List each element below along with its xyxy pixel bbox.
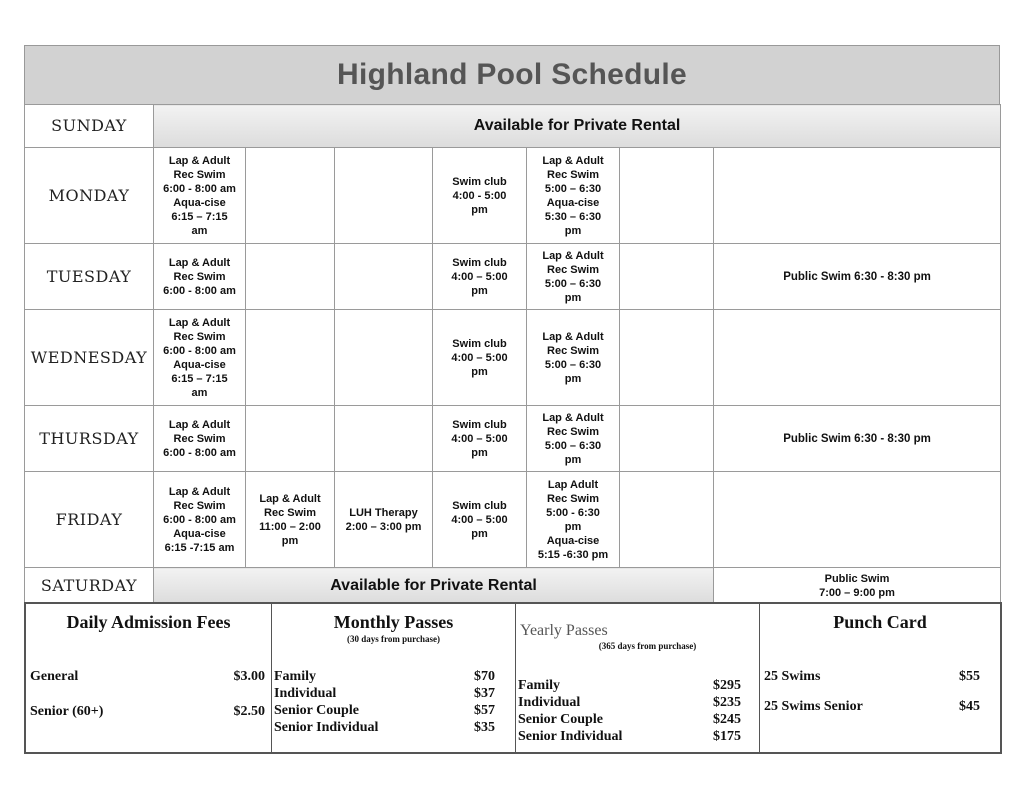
schedule-line: 6:00 - 8:00 am [163, 446, 236, 459]
schedule-line: Swim club [452, 256, 507, 269]
schedule-line: Rec Swim [173, 499, 226, 512]
empty-cell [246, 406, 335, 472]
schedule-line: Lap & Adult [168, 485, 231, 498]
row-friday [25, 472, 1001, 568]
schedule-table [24, 104, 1001, 604]
schedule-line: pm [564, 453, 582, 466]
schedule-line: 6:00 - 8:00 am [163, 513, 236, 526]
row-tuesday [25, 244, 1001, 310]
schedule-line: Lap & Adult [168, 154, 231, 167]
empty-cell [620, 244, 714, 310]
price-label: Senior Individual [518, 729, 623, 744]
schedule-line: 4:00 – 5:00 [451, 513, 508, 526]
price-label: Individual [518, 695, 581, 710]
price-row [274, 685, 495, 702]
wednesday-swim-club [433, 310, 527, 406]
friday-lap-swim-evening [527, 472, 620, 568]
price-label: Senior Couple [518, 712, 603, 727]
day-label-monday: MONDAY [25, 148, 154, 244]
price-value: $2.50 [233, 704, 265, 719]
price-label: 25 Swims [764, 669, 821, 684]
day-label-sunday: SUNDAY [25, 105, 154, 148]
empty-cell [714, 472, 1001, 568]
friday-swim-club [433, 472, 527, 568]
price-row [764, 668, 980, 685]
schedule-line: pm [471, 203, 488, 216]
price-label: Individual [274, 686, 337, 701]
section-subtitle: (365 days from purchase) [598, 641, 697, 651]
schedule-line: pm [564, 224, 582, 237]
schedule-line: Lap & Adult [168, 418, 231, 431]
fees-panel [24, 602, 1002, 754]
schedule-line: pm [564, 520, 582, 533]
schedule-line: am [191, 224, 208, 237]
schedule-line: Lap & Adult [542, 330, 604, 343]
day-label-saturday: SATURDAY [25, 568, 154, 604]
tuesday-lap-swim-evening [527, 244, 620, 310]
price-row [518, 728, 741, 745]
section-title: Punch Card [833, 612, 927, 632]
thursday-lap-swim-morning [154, 406, 246, 472]
schedule-line: 6:15 -7:15 am [164, 541, 235, 554]
schedule-line: Lap & Adult [542, 411, 604, 424]
title-bar [24, 45, 1000, 104]
schedule-line: 4:00 - 5:00 [452, 189, 507, 202]
thursday-public-swim: Public Swim 6:30 - 8:30 pm [714, 406, 1001, 472]
schedule-line: Rec Swim [547, 425, 599, 438]
price-label: Senior (60+) [30, 704, 104, 719]
price-row [518, 694, 741, 711]
monthly-passes [272, 604, 516, 752]
schedule-line: Swim club [452, 175, 507, 188]
schedule-line: Lap & Adult [168, 316, 231, 329]
empty-cell [714, 148, 1001, 244]
schedule-line: Lap & Adult [259, 492, 321, 505]
empty-cell [620, 472, 714, 568]
daily-admission-fees [26, 604, 272, 752]
price-value: $45 [959, 699, 980, 714]
schedule-line: Swim club [452, 418, 507, 431]
schedule-line: pm [471, 527, 488, 540]
row-wednesday [25, 310, 1001, 406]
thursday-lap-swim-evening [527, 406, 620, 472]
price-label: 25 Swims Senior [764, 699, 863, 714]
empty-cell [335, 310, 433, 406]
schedule-line: Swim club [452, 337, 507, 350]
empty-cell [335, 406, 433, 472]
schedule-line: Lap & Adult [542, 249, 604, 262]
schedule-line: 6:00 - 8:00 am [163, 182, 236, 195]
schedule-line: Aqua-cise [546, 534, 600, 547]
day-label-tuesday: TUESDAY [25, 244, 154, 310]
monday-lap-swim-evening [527, 148, 620, 244]
schedule-line: Rec Swim [547, 263, 599, 276]
tuesday-lap-swim-morning [154, 244, 246, 310]
price-row [274, 668, 495, 685]
friday-lap-swim-morning [154, 472, 246, 568]
schedule-line: 5:00 – 6:30 [544, 439, 602, 452]
schedule-line: 5:30 – 6:30 [544, 210, 602, 223]
monday-lap-swim-morning [154, 148, 246, 244]
schedule-line: Rec Swim [173, 168, 226, 181]
price-label: Family [274, 669, 316, 684]
price-row [764, 698, 980, 715]
price-label: Family [518, 678, 560, 693]
schedule-line: Aqua-cise [173, 358, 226, 371]
empty-cell [620, 148, 714, 244]
schedule-line: Aqua-cise [173, 196, 226, 209]
empty-cell [620, 406, 714, 472]
price-label: Senior Couple [274, 703, 359, 718]
schedule-line: Lap & Adult [168, 256, 231, 269]
schedule-line: Rec Swim [264, 506, 316, 519]
schedule-line: pm [564, 372, 582, 385]
schedule-line: Rec Swim [173, 270, 226, 283]
friday-luh-therapy [335, 472, 433, 568]
empty-cell [246, 310, 335, 406]
row-sunday [25, 105, 1001, 148]
yearly-passes [516, 604, 760, 752]
schedule-line: Lap & Adult [542, 154, 604, 167]
saturday-public-swim [714, 568, 1001, 604]
schedule-line: 4:00 – 5:00 [451, 270, 508, 283]
price-label: Senior Individual [274, 720, 379, 735]
row-monday [25, 148, 1001, 244]
price-list [518, 677, 741, 745]
schedule-line: pm [471, 365, 488, 378]
price-value: $57 [474, 703, 495, 718]
price-value: $235 [713, 695, 741, 710]
price-row [518, 711, 741, 728]
price-row [30, 668, 265, 685]
wednesday-lap-swim-evening [527, 310, 620, 406]
price-list [30, 668, 265, 720]
empty-cell [335, 148, 433, 244]
schedule-line: pm [471, 446, 488, 459]
schedule-line: 4:00 – 5:00 [451, 432, 508, 445]
sunday-private-rental: Available for Private Rental [154, 105, 1001, 148]
schedule-line: Rec Swim [173, 432, 226, 445]
section-title: Daily Admission Fees [66, 612, 231, 632]
section-subtitle: (30 days from purchase) [347, 634, 440, 644]
schedule-line: pm [471, 284, 488, 297]
price-label: General [30, 669, 79, 684]
section-title: Yearly Passes [520, 622, 608, 639]
schedule-line: 2:00 – 3:00 pm [345, 520, 422, 533]
schedule-line: pm [564, 291, 582, 304]
price-value: $70 [474, 669, 495, 684]
price-value: $55 [959, 669, 980, 684]
schedule-line: 6:15 – 7:15 [171, 210, 228, 223]
price-row [274, 719, 495, 736]
schedule-line: Aqua-cise [546, 196, 600, 209]
price-row [518, 677, 741, 694]
schedule-line: 7:00 – 9:00 pm [819, 586, 895, 599]
price-value: $3.00 [233, 669, 265, 684]
thursday-swim-club [433, 406, 527, 472]
schedule-line: 4:00 – 5:00 [451, 351, 508, 364]
schedule-line: Rec Swim [547, 344, 599, 357]
monday-swim-club [433, 148, 527, 244]
tuesday-public-swim: Public Swim 6:30 - 8:30 pm [714, 244, 1001, 310]
price-value: $175 [713, 729, 741, 744]
empty-cell [620, 310, 714, 406]
saturday-private-rental: Available for Private Rental [154, 568, 714, 604]
schedule-line: 11:00 – 2:00 [259, 520, 321, 533]
day-label-thursday: THURSDAY [25, 406, 154, 472]
price-list [274, 668, 495, 736]
price-row [274, 702, 495, 719]
price-value: $245 [713, 712, 741, 727]
price-row [30, 703, 265, 720]
schedule-line: 5:00 – 6:30 [544, 182, 602, 195]
row-saturday [25, 568, 1001, 604]
schedule-line: 6:15 – 7:15 [171, 372, 228, 385]
page-title: Highland Pool Schedule [337, 58, 687, 91]
schedule-line: 5:00 - 6:30 [546, 506, 600, 519]
empty-cell [246, 244, 335, 310]
schedule-line: Aqua-cise [173, 527, 226, 540]
friday-lap-swim-midday [246, 472, 335, 568]
schedule-line: 5:00 – 6:30 [544, 277, 602, 290]
tuesday-swim-club [433, 244, 527, 310]
punch-card [760, 604, 1000, 752]
price-value: $37 [474, 686, 495, 701]
empty-cell [246, 148, 335, 244]
price-value: $35 [474, 720, 495, 735]
price-list [764, 668, 980, 715]
schedule-sheet [24, 45, 1000, 604]
schedule-line: 6:00 - 8:00 am [163, 284, 236, 297]
schedule-line: Swim club [452, 499, 507, 512]
schedule-line: 5:00 – 6:30 [544, 358, 602, 371]
wednesday-lap-swim-morning [154, 310, 246, 406]
schedule-line: Rec Swim [547, 168, 599, 181]
section-title: Monthly Passes [333, 612, 454, 632]
day-label-friday: FRIDAY [25, 472, 154, 568]
empty-cell [335, 244, 433, 310]
schedule-line: LUH Therapy [349, 506, 418, 519]
schedule-line: pm [281, 534, 299, 547]
schedule-line: 6:00 - 8:00 am [163, 344, 236, 357]
empty-cell [714, 310, 1001, 406]
schedule-line: Public Swim [824, 572, 890, 585]
row-thursday [25, 406, 1001, 472]
schedule-line: am [191, 386, 208, 399]
schedule-line: Rec Swim [547, 492, 599, 505]
schedule-line: Lap Adult [547, 478, 599, 491]
day-label-wednesday: WEDNESDAY [25, 310, 154, 406]
schedule-line: 5:15 -6:30 pm [537, 548, 609, 561]
price-value: $295 [713, 678, 741, 693]
schedule-line: Rec Swim [173, 330, 226, 343]
